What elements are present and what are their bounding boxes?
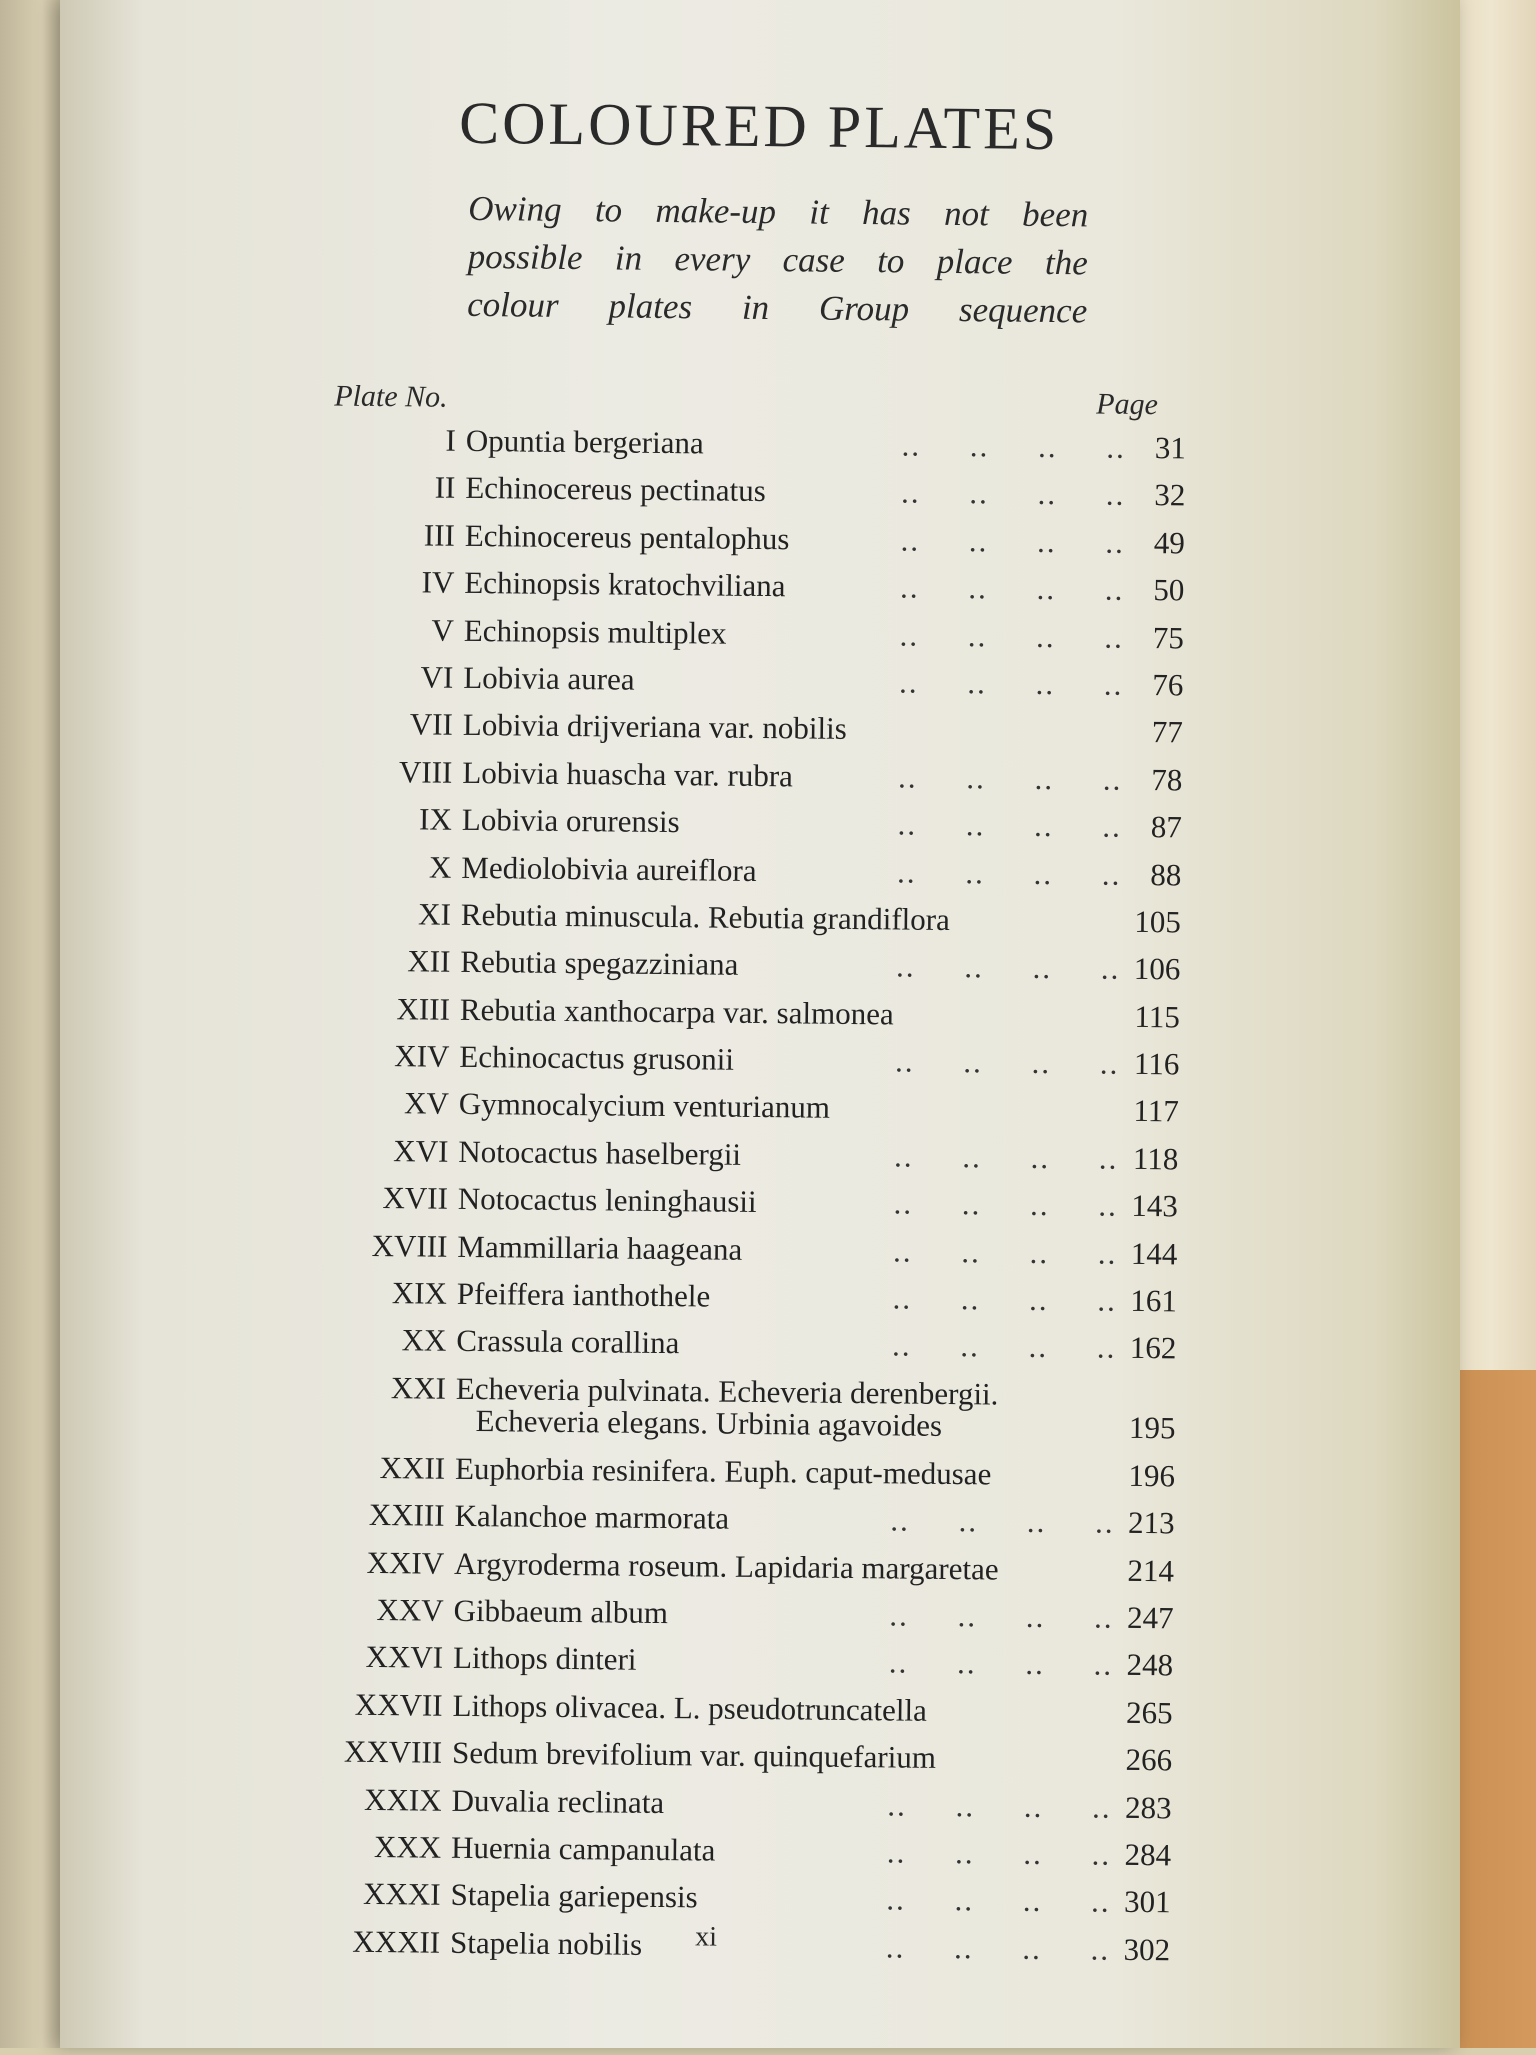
dot-leader: .. .. .. .. — [886, 1834, 1112, 1872]
plate-page-number: 49 — [1153, 524, 1185, 561]
plate-number: XIV — [394, 1038, 450, 1074]
dot-leader: .. .. .. .. — [886, 1881, 1111, 1920]
plate-number: XII — [407, 943, 451, 980]
plate-page-number: 196 — [1128, 1457, 1176, 1494]
note-line: Owing to make-up it has not been — [468, 188, 1089, 235]
page-title: COLOURED PLATES — [458, 89, 1060, 163]
dot-leader: .. .. .. .. — [899, 569, 1125, 607]
dot-leader: .. .. .. .. — [893, 1185, 1119, 1224]
plate-name: Rebutia xanthocarpa var. salmonea — [459, 991, 894, 1032]
plate-page-number: 144 — [1130, 1235, 1178, 1272]
plate-page-number: 195 — [1128, 1409, 1176, 1446]
plate-page-number: 284 — [1124, 1836, 1172, 1873]
plate-page-number: 162 — [1129, 1330, 1177, 1366]
note-line: possible in every case to place the — [467, 236, 1088, 283]
plate-number: III — [423, 517, 456, 553]
plate-name: Huernia campanulata — [450, 1829, 716, 1868]
plate-number: X — [428, 849, 452, 885]
dot-leader: .. .. .. .. — [894, 1043, 1120, 1081]
plate-page-number: 117 — [1133, 1093, 1180, 1129]
plate-name: Gymnocalycium venturianum — [458, 1086, 831, 1126]
dot-leader: .. .. .. .. — [899, 617, 1125, 655]
dot-leader: .. .. .. .. — [900, 474, 1126, 513]
dot-leader: .. .. .. .. — [892, 1280, 1118, 1318]
plate-number: IV — [421, 564, 455, 600]
dot-leader: .. .. .. .. — [891, 1327, 1117, 1366]
plate-number-header: Plate No. — [334, 379, 448, 414]
dot-leader: .. .. .. .. — [897, 806, 1123, 844]
plate-page-number: 247 — [1126, 1599, 1174, 1636]
plate-name: Euphorbia resinifera. Euph. caput-medusae — [454, 1450, 992, 1492]
plate-name: Lobivia drijveriana var. nobilis — [462, 707, 847, 747]
plate-name: Lithops olivacea. L. pseudotruncatella — [452, 1687, 928, 1728]
plate-name: Argyroderma roseum. Lapidaria margaretae — [453, 1545, 999, 1587]
plate-number: XVII — [382, 1180, 449, 1216]
plate-page-number: 301 — [1123, 1884, 1171, 1920]
plate-page-number: 265 — [1125, 1694, 1173, 1731]
plate-name: Sedum brevifolium var. quinquefarium — [451, 1734, 937, 1776]
plate-number: XXIV — [366, 1544, 445, 1581]
plate-number: VI — [420, 659, 454, 695]
plate-name: Crassula corallina — [456, 1323, 680, 1361]
book-page — [60, 0, 1460, 2048]
plate-page-number: 118 — [1132, 1140, 1179, 1177]
dot-leader: .. .. .. .. — [896, 853, 1122, 892]
plate-number: XIII — [396, 990, 451, 1027]
dot-leader: .. .. .. .. — [901, 427, 1126, 465]
plate-name: Stapelia gariepensis — [450, 1877, 698, 1915]
plate-name: Mammillaria haageana — [457, 1228, 743, 1267]
plate-page-number: 266 — [1125, 1742, 1173, 1778]
plate-page-number: 248 — [1126, 1647, 1174, 1683]
plate-number: XXXII — [352, 1923, 441, 1960]
plate-name: Duvalia reclinata — [451, 1782, 665, 1820]
plate-page-number: 213 — [1127, 1505, 1175, 1541]
plate-name: Notocactus leninghausii — [457, 1181, 757, 1220]
plate-number: XIX — [391, 1275, 448, 1311]
plate-page-number: 87 — [1150, 809, 1183, 845]
plate-number: V — [431, 612, 455, 648]
dot-leader: .. .. .. .. — [890, 1502, 1115, 1540]
plate-number: VII — [409, 706, 454, 743]
plate-name: Mediolobivia aureiflora — [461, 849, 757, 888]
note-line: colour plates in Group sequence — [467, 284, 1088, 331]
dot-leader: .. .. .. .. — [895, 948, 1121, 987]
plate-page-number: 78 — [1151, 761, 1183, 798]
plate-number: IX — [418, 801, 453, 837]
dot-leader: .. .. .. .. — [898, 664, 1124, 702]
plate-number: XV — [403, 1085, 450, 1122]
plate-number: XXV — [376, 1592, 444, 1628]
plate-number: XXIX — [363, 1781, 442, 1818]
plate-name: Rebutia spegazziniana — [460, 944, 739, 983]
page-content — [49, 0, 1470, 2055]
plate-row — [55, 1360, 1456, 1455]
plate-page-number: 283 — [1124, 1789, 1172, 1825]
dot-leader: .. .. .. .. — [885, 1929, 1111, 1967]
plate-name: Pfeiffera ianthothele — [456, 1275, 711, 1314]
make-up-note — [467, 185, 1088, 335]
plate-number: XVI — [393, 1133, 449, 1169]
plate-name: Echinocereus pentalophus — [464, 517, 790, 557]
dot-leader: .. .. .. .. — [889, 1597, 1114, 1635]
plate-page-number: 76 — [1152, 667, 1184, 703]
plate-number: XXVIII — [343, 1733, 443, 1770]
plate-number: XVIII — [371, 1227, 448, 1264]
plate-number: II — [434, 469, 456, 506]
plate-number: XXIII — [368, 1497, 445, 1533]
plate-number: XXXI — [362, 1876, 441, 1913]
dot-leader: .. .. .. .. — [897, 759, 1123, 797]
page-header: Page — [1096, 387, 1159, 422]
plate-number: XI — [417, 896, 452, 932]
plate-page-number: 88 — [1150, 856, 1182, 892]
plate-name-continued: Echeveria elegans. Urbinia agavoides — [475, 1402, 943, 1443]
plate-page-number: 115 — [1134, 998, 1181, 1035]
plate-name: Rebutia minuscula. Rebutia grandiflora — [460, 896, 951, 937]
dot-leader: .. .. .. .. — [887, 1786, 1112, 1825]
dot-leader: .. .. .. .. — [892, 1233, 1118, 1271]
plate-page-number: 105 — [1134, 903, 1182, 940]
plate-name: Lithops dinteri — [452, 1640, 637, 1678]
plate-name: Echinopsis multiplex — [463, 612, 727, 651]
plate-number: XXX — [373, 1828, 442, 1865]
plate-number: XXI — [390, 1369, 447, 1406]
plate-page-number: 106 — [1133, 951, 1181, 987]
plate-name: Notocactus haselbergii — [458, 1133, 742, 1172]
plate-page-number: 75 — [1152, 619, 1185, 655]
plate-page-number: 50 — [1153, 572, 1185, 608]
plate-number: I — [445, 422, 457, 458]
plate-name: Echinopsis kratochviliana — [464, 565, 786, 604]
plate-page-number: 116 — [1133, 1045, 1180, 1082]
plate-number: XXVII — [354, 1686, 443, 1723]
plate-page-number: 31 — [1154, 430, 1186, 466]
plate-name: Stapelia nobilis — [449, 1924, 643, 1962]
plate-page-number: 143 — [1131, 1188, 1179, 1224]
plate-number: XX — [401, 1322, 447, 1359]
plate-page-number: 161 — [1130, 1282, 1178, 1319]
plate-name: Echinocactus grusonii — [459, 1038, 735, 1077]
plate-name: Lobivia orurensis — [461, 801, 680, 840]
plate-name: Gibbaeum album — [453, 1592, 669, 1631]
plate-page-number: 77 — [1151, 714, 1184, 750]
plate-name: Opuntia bergeriana — [465, 422, 704, 461]
dot-leader: .. .. .. .. — [893, 1138, 1119, 1176]
plate-number: XXII — [379, 1449, 446, 1486]
plate-name: Echeveria pulvinata. Echeveria derenbergii. — [455, 1370, 999, 1412]
plate-page-number: 302 — [1123, 1931, 1171, 1968]
dot-leader: .. .. .. .. — [888, 1644, 1114, 1683]
plate-number: XXVI — [365, 1639, 444, 1676]
plate-number: VIII — [398, 753, 453, 790]
plate-name: Lobivia huascha var. rubra — [462, 754, 794, 794]
plate-page-number: 32 — [1154, 477, 1186, 513]
page-folio: xi — [695, 1921, 718, 1953]
plate-name: Lobivia aurea — [463, 659, 635, 697]
plate-list — [50, 413, 1466, 1977]
plate-name: Kalanchoe marmorata — [454, 1498, 730, 1536]
plate-name: Echinocereus pectinatus — [465, 470, 766, 509]
plate-page-number: 214 — [1127, 1552, 1175, 1588]
dot-leader: .. .. .. .. — [900, 522, 1125, 560]
